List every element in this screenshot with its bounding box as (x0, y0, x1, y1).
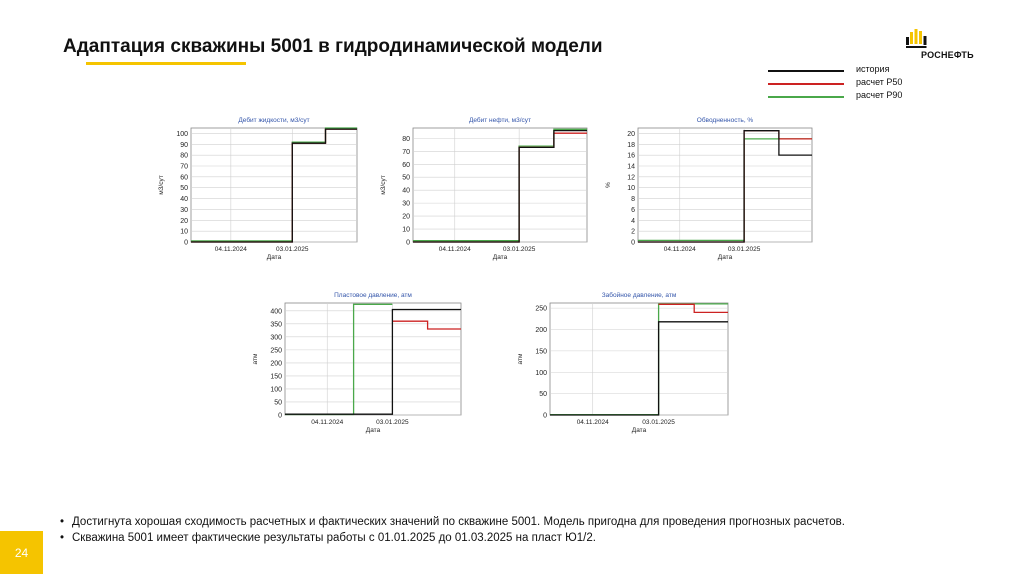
y-tick-label: 4 (631, 217, 635, 225)
y-tick-label: 20 (627, 130, 635, 138)
y-tick-label: 0 (631, 239, 635, 247)
y-tick-label: 100 (535, 369, 547, 377)
y-tick-label: 250 (535, 305, 547, 313)
chart-title: Забойное давление, атм (601, 292, 677, 299)
x-tick-label: 04.11.2024 (576, 419, 609, 426)
y-tick-label: 0 (543, 412, 547, 420)
x-tick-label: 03.01.2025 (502, 246, 536, 253)
y-tick-label: 50 (539, 391, 547, 399)
y-tick-label: 80 (180, 152, 188, 160)
y-tick-label: 90 (180, 141, 188, 149)
chart-svg (247, 283, 467, 441)
x-axis-label: Дата (631, 427, 647, 434)
y-tick-label: 60 (180, 174, 188, 182)
y-tick-label: 50 (402, 174, 410, 182)
logo-text: РОСНЕФТЬ (921, 50, 974, 60)
y-tick-label: 10 (402, 226, 410, 234)
bullet-item: • Скважина 5001 имеет фактические результаты работы с 01.01.2025 до 01.03.2025 на пласт Ю1/2. (60, 532, 845, 544)
plot-area (550, 303, 728, 415)
y-tick-label: 10 (180, 228, 188, 236)
y-tick-label: 60 (402, 161, 410, 169)
y-tick-label: 150 (535, 348, 547, 356)
chart-title: Пластовое давление, атм (334, 292, 412, 299)
chart-title: Дебит нефти, м3/сут (468, 117, 532, 124)
x-axis-label: Дата (266, 254, 282, 261)
page-title: Адаптация скважины 5001 в гидродинамической модели (63, 36, 603, 57)
chart-svg (600, 108, 818, 268)
y-tick-label: 150 (270, 373, 282, 381)
plot-area (285, 303, 461, 415)
plot-area (413, 128, 587, 242)
legend-swatch (768, 70, 844, 72)
y-tick-label: 100 (176, 130, 188, 138)
plot-area (638, 128, 812, 242)
y-tick-label: 250 (270, 347, 282, 355)
y-tick-label: 0 (184, 239, 188, 247)
y-tick-label: 20 (180, 217, 188, 225)
y-tick-label: 0 (278, 412, 282, 420)
x-tick-label: 03.01.2025 (275, 246, 309, 253)
chart-title: Дебит жидкости, м3/сут (238, 117, 310, 124)
y-tick-label: 40 (180, 196, 188, 204)
legend-label: история (856, 64, 890, 74)
legend-swatch (768, 83, 844, 85)
x-tick-label: 03.01.2025 (642, 419, 675, 426)
y-tick-label: 50 (274, 399, 282, 407)
x-tick-label: 04.11.2024 (311, 419, 344, 426)
x-tick-label: 03.01.2025 (727, 246, 761, 253)
chart-liquid-rate (153, 108, 363, 268)
chart-title: Обводненность, % (696, 117, 754, 124)
y-tick-label: 30 (180, 206, 188, 214)
y-axis-label: м3/сут (158, 175, 165, 195)
y-tick-label: 40 (402, 187, 410, 195)
y-tick-label: 200 (535, 327, 547, 335)
x-tick-label: 04.11.2024 (438, 246, 471, 253)
chart-oil-rate (375, 108, 593, 268)
chart-water-cut (600, 108, 818, 268)
x-axis-label: Дата (492, 254, 508, 261)
y-tick-label: 18 (627, 141, 635, 149)
chart-reservoir-pressure (247, 283, 467, 441)
chart-svg (153, 108, 363, 268)
y-axis-label: атм (252, 353, 259, 365)
legend-swatch (768, 96, 844, 98)
page-number: 24 (0, 531, 43, 574)
x-tick-label: 03.01.2025 (376, 419, 409, 426)
y-axis-label: м3/сут (380, 175, 387, 195)
title-underline (86, 62, 246, 65)
x-tick-label: 04.11.2024 (214, 246, 247, 253)
y-tick-label: 30 (402, 200, 410, 208)
y-tick-label: 8 (631, 196, 635, 204)
y-tick-label: 0 (406, 239, 410, 247)
y-tick-label: 10 (627, 185, 635, 193)
y-tick-label: 400 (270, 308, 282, 316)
y-tick-label: 2 (631, 228, 635, 236)
plot-area (191, 128, 357, 242)
y-tick-label: 70 (180, 163, 188, 171)
x-axis-label: Дата (365, 427, 381, 434)
conclusions-list (60, 516, 845, 548)
y-tick-label: 100 (270, 386, 282, 394)
y-tick-label: 6 (631, 206, 635, 214)
y-tick-label: 50 (180, 185, 188, 193)
y-tick-label: 16 (627, 152, 635, 160)
y-tick-label: 300 (270, 334, 282, 342)
bullet-item: • Достигнута хорошая сходимость расчетных и фактических значений по скважине 5001. Модель пригодна для проведения прогнозных расчетов. (60, 516, 845, 528)
y-tick-label: 80 (402, 135, 410, 143)
y-tick-label: 70 (402, 148, 410, 156)
x-axis-label: Дата (717, 254, 733, 261)
chart-bottomhole-pressure (512, 283, 734, 441)
y-tick-label: 20 (402, 213, 410, 221)
legend-label: расчет P90 (856, 90, 903, 100)
y-axis-label: % (605, 182, 612, 188)
chart-svg (512, 283, 734, 441)
y-axis-label: атм (517, 353, 524, 365)
chart-svg (375, 108, 593, 268)
legend-label: расчет P50 (856, 77, 903, 87)
y-tick-label: 14 (627, 163, 635, 171)
y-tick-label: 350 (270, 321, 282, 329)
x-tick-label: 04.11.2024 (663, 246, 696, 253)
y-tick-label: 12 (627, 174, 635, 182)
y-tick-label: 200 (270, 360, 282, 368)
